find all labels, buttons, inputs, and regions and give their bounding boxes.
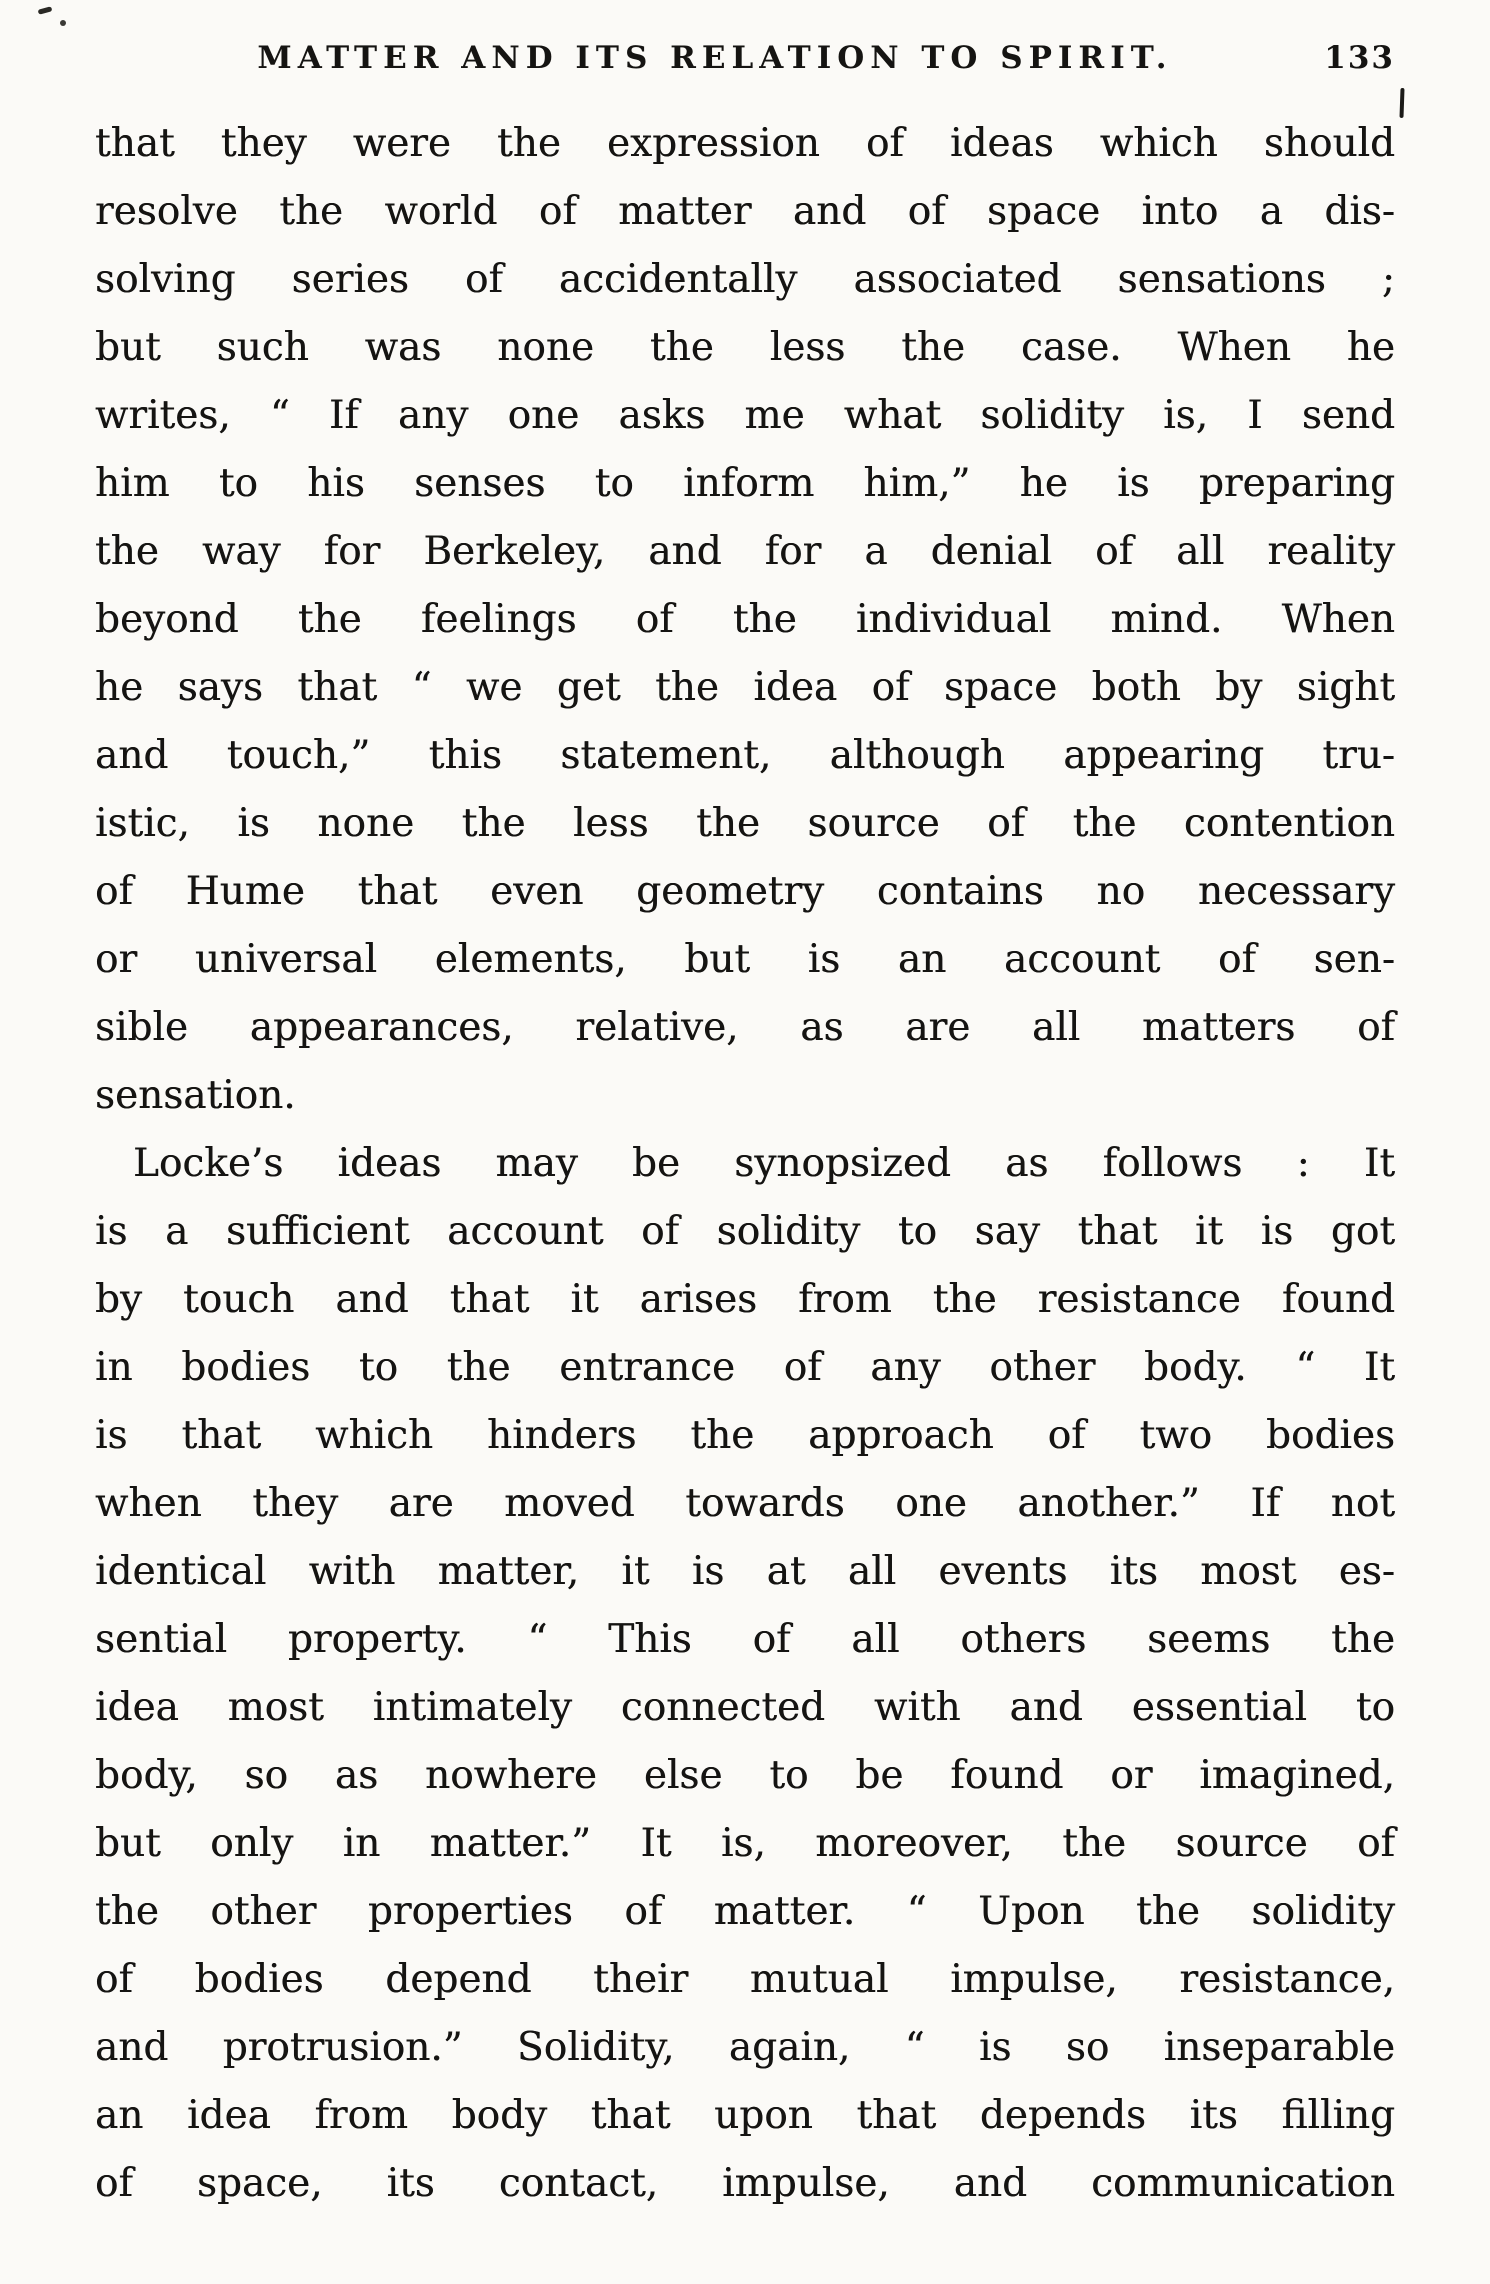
ink-speck [60, 20, 66, 26]
text-line: of space, its contact, impulse, and communication [95, 2161, 1395, 2206]
body-text [95, 110, 1395, 2218]
page-number: 133 [1324, 40, 1395, 76]
text-line: and touch,” this statement, although appearing tru- [95, 733, 1395, 778]
text-line: him to his senses to inform him,” he is preparing [95, 461, 1395, 506]
text-line: writes, “ If any one asks me what solidity is, I send [95, 393, 1395, 438]
text-line: is a sufficient account of solidity to say that it is got [95, 1209, 1395, 1254]
text-line: when they are moved towards one another.” If not [95, 1481, 1395, 1526]
text-line: in bodies to the entrance of any other body. “ It [95, 1345, 1395, 1390]
text-line: he says that “ we get the idea of space both by sight [95, 665, 1395, 710]
running-head: MATTER AND ITS RELATION TO SPIRIT. [257, 40, 1173, 76]
text-line: by touch and that it arises from the resistance found [95, 1277, 1395, 1322]
text-line: resolve the world of matter and of space into a dis- [95, 189, 1395, 234]
text-line: but only in matter.” It is, moreover, the source of [95, 1821, 1395, 1866]
text-line: solving series of accidentally associated sensations ; [95, 257, 1395, 302]
text-line: and protrusion.” Solidity, again, “ is so inseparable [95, 2025, 1395, 2070]
text-line: the way for Berkeley, and for a denial of all reality [95, 529, 1395, 574]
text-line: beyond the feelings of the individual mind. When [95, 597, 1395, 642]
text-line: body, so as nowhere else to be found or imagined, [95, 1753, 1395, 1798]
ink-speck [38, 6, 53, 14]
text-line: sible appearances, relative, as are all matters of [95, 1005, 1395, 1050]
ink-mark [1399, 88, 1404, 118]
text-line: is that which hinders the approach of two bodies [95, 1413, 1395, 1458]
text-line: sensation. [95, 1073, 296, 1118]
text-line: or universal elements, but is an account of sen- [95, 937, 1395, 982]
text-line: Locke’s ideas may be synopsized as follows : It [133, 1141, 1395, 1186]
text-line: idea most intimately connected with and essential to [95, 1685, 1395, 1730]
text-line: istic, is none the less the source of the contention [95, 801, 1395, 846]
text-line: that they were the expression of ideas which should [95, 121, 1395, 166]
page-header [95, 40, 1395, 84]
text-line: of Hume that even geometry contains no necessary [95, 869, 1395, 914]
text-line: identical with matter, it is at all events its most es- [95, 1549, 1395, 1594]
text-line: sential property. “ This of all others seems the [95, 1617, 1395, 1662]
text-line: the other properties of matter. “ Upon the solidity [95, 1889, 1395, 1934]
text-line: of bodies depend their mutual impulse, resistance, [95, 1957, 1395, 2002]
text-line: an idea from body that upon that depends its filling [95, 2093, 1395, 2138]
text-line: but such was none the less the case. When he [95, 325, 1395, 370]
